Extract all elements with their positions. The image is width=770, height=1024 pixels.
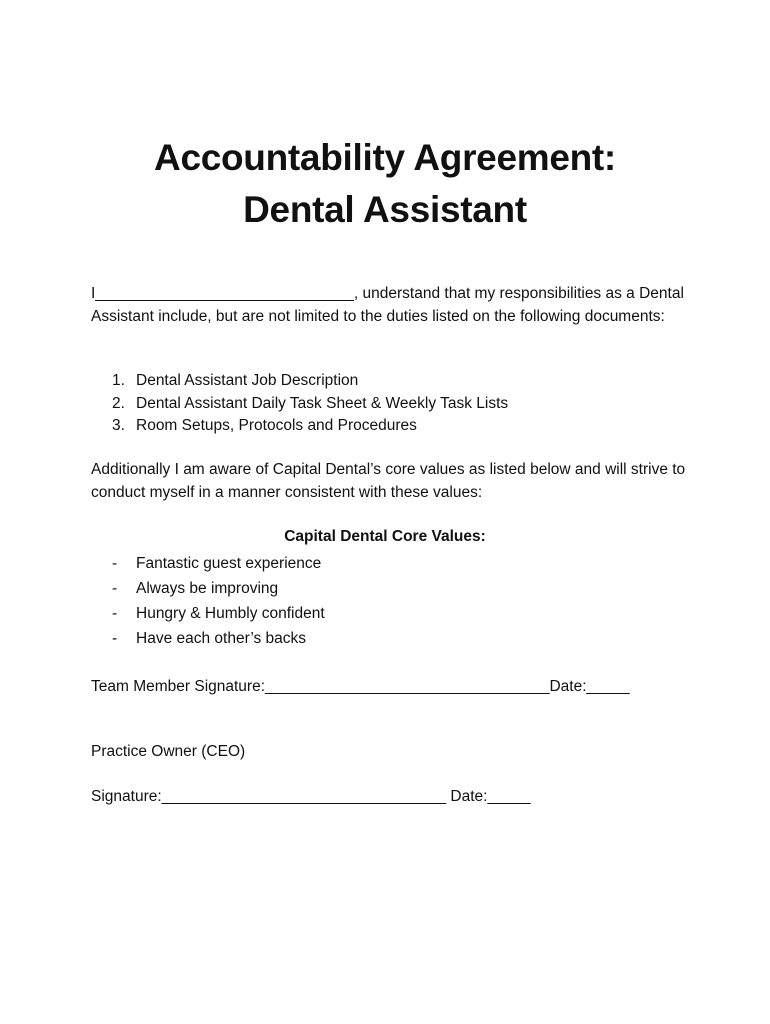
list-number: 1. (112, 372, 125, 389)
list-dash: - (112, 630, 118, 647)
list-item (112, 601, 325, 626)
owner-signature-line: Signature:_________________________________ Date:_____ (91, 788, 531, 805)
core-values-heading: Capital Dental Core Values: (284, 528, 486, 545)
list-item (112, 370, 508, 393)
list-item-text: Have each other’s backs (136, 630, 307, 647)
list-dash: - (112, 555, 118, 572)
documents-list (112, 370, 508, 438)
core-values-list (112, 551, 325, 651)
list-item-text: Always be improving (136, 580, 279, 597)
list-dash: - (112, 605, 118, 622)
intro-paragraph: I______________________________, understand that my responsibilities as a Dental Assistant include, but are not limited to the duties listed on the following documents: (91, 285, 684, 325)
list-item-text: Dental Assistant Daily Task Sheet & Weekly Task Lists (136, 394, 509, 412)
title-line-1: Accountability Agreement: (154, 137, 616, 178)
list-dash: - (112, 580, 118, 597)
list-item (112, 626, 325, 651)
list-item-text: Fantastic guest experience (136, 555, 322, 572)
team-member-signature-line: Team Member Signature:_________________________________Date:_____ (91, 678, 630, 695)
document-title (0, 132, 770, 236)
list-item-text: Room Setups, Protocols and Procedures (136, 417, 417, 434)
list-item-text: Dental Assistant Job Description (136, 372, 359, 389)
practice-owner-label: Practice Owner (CEO) (91, 743, 246, 760)
title-line-2: Dental Assistant (243, 189, 527, 230)
list-item (112, 576, 325, 601)
list-item-text: Hungry & Humbly confident (136, 605, 325, 622)
list-item (112, 393, 508, 416)
list-item (112, 551, 325, 576)
core-values-intro: Additionally I am aware of Capital Dental’s core values as listed below and will strive to conduct myself in a manner consistent with these values: (91, 461, 686, 501)
list-number: 3. (112, 417, 125, 434)
list-item (112, 415, 508, 438)
list-number: 2. (112, 394, 125, 412)
